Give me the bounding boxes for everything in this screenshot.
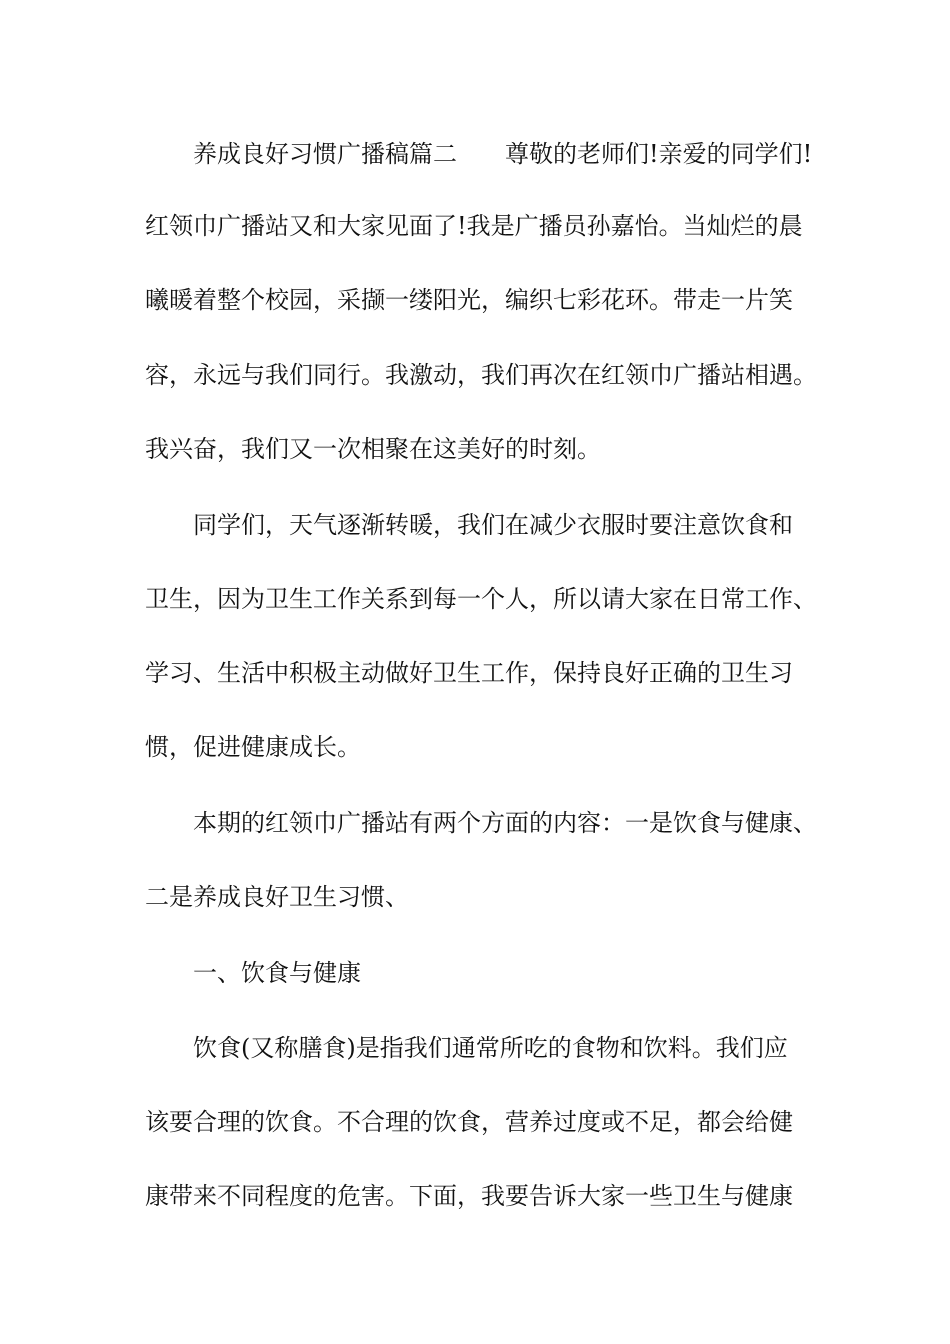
text-line-5: 我兴奋，我们又一次相聚在这美好的时刻。 [145,435,601,463]
text-line-14: 该要合理的饮食。不合理的饮食，营养过度或不足，都会给健 [145,1108,793,1136]
text-line-10: 本期的红领巾广播站有两个方面的内容：一是饮食与健康、 [193,809,817,837]
text-line-8: 学习、生活中积极主动做好卫生工作，保持良好正确的卫生习 [145,659,793,687]
text-line-7: 卫生，因为卫生工作关系到每一个人，所以请大家在日常工作、 [145,585,817,613]
text-line-6: 同学们，天气逐渐转暖，我们在减少衣服时要注意饮食和 [193,511,793,539]
text-line-13: 饮食(又称膳食)是指我们通常所吃的食物和饮料。我们应 [193,1034,788,1062]
section-heading: 一、饮食与健康 [193,959,361,987]
text-line-1: 养成良好习惯广播稿篇二 尊敬的老师们!亲爱的同学们! [193,140,813,168]
text-line-15: 康带来不同程度的危害。下面，我要告诉大家一些卫生与健康 [145,1182,793,1210]
text-line-9: 惯，促进健康成长。 [145,733,361,761]
text-line-3: 曦暖着整个校园，采撷一缕阳光，编织七彩花环。带走一片笑 [145,286,793,314]
text-line-2: 红领巾广播站又和大家见面了!我是广播员孙嘉怡。当灿烂的晨 [145,212,803,240]
text-line-11: 二是养成良好卫生习惯、 [145,883,409,911]
text-line-4: 容，永远与我们同行。我激动，我们再次在红领巾广播站相遇。 [145,361,817,389]
